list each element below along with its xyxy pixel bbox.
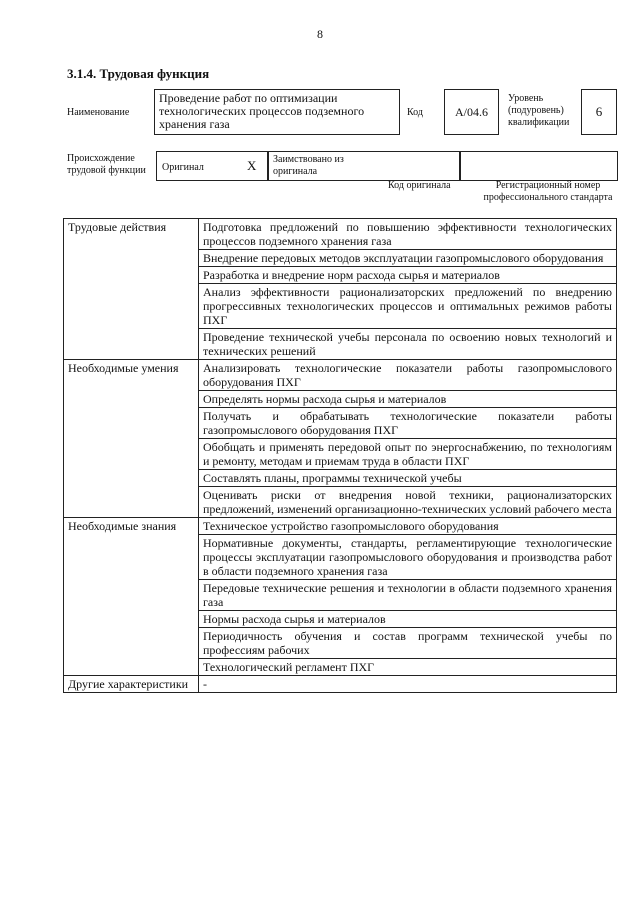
level-label: Уровень (подуровень) квалификации — [508, 93, 570, 128]
original-mark: X — [247, 158, 257, 173]
original-label: Оригинал — [162, 162, 204, 173]
reg-number-cell — [460, 151, 618, 181]
level-value: 6 — [581, 89, 617, 135]
page-number: 8 — [317, 27, 323, 41]
section-item: Получать и обрабатывать технологические показатели работы газопромыслового оборудования ПХГ — [199, 408, 617, 439]
table-row — [64, 676, 617, 693]
section-item: - — [199, 676, 617, 693]
section-category: Необходимые знания — [64, 518, 199, 676]
original-cell — [156, 151, 268, 181]
section-item: Передовые технические решения и технологии в области подземного хранения газа — [199, 580, 617, 611]
section-item: Периодичность обучения и состав программ технической учебы по профессиям рабочих — [199, 628, 617, 659]
section-category: Необходимые умения — [64, 360, 199, 518]
name-label: Наименование — [67, 107, 130, 118]
origin-label: Происхождение трудовой функции — [67, 153, 146, 176]
section-item: Техническое устройство газопромыслового оборудования — [199, 518, 617, 535]
origin-table — [156, 151, 618, 181]
reg-number-label: Регистрационный номер профессионального стандарта — [483, 180, 613, 203]
section-item: Составлять планы, программы технической учебы — [199, 470, 617, 487]
function-details-table — [63, 218, 617, 693]
section-item: Разработка и внедрение норм расхода сырья и материалов — [199, 267, 617, 284]
code-original-label: Код оригинала — [388, 180, 451, 191]
section-title: 3.1.4. Трудовая функция — [67, 66, 210, 81]
section-item: Подготовка предложений по повышению эффективности технологических процессов подземного хранения газа — [199, 219, 617, 250]
section-item: Анализировать технологические показатели работы газопромыслового оборудования ПХГ — [199, 360, 617, 391]
code-value: A/04.6 — [444, 89, 499, 135]
section-item: Определять нормы расхода сырья и материалов — [199, 391, 617, 408]
section-item: Технологический регламент ПХГ — [199, 659, 617, 676]
table-row — [64, 360, 617, 391]
section-category: Трудовые действия — [64, 219, 199, 360]
code-label: Код — [407, 107, 423, 118]
section-item: Оценивать риски от внедрения новой техники, рационализаторских предложений, изменений организационно-технических условий рабочего места — [199, 487, 617, 518]
table-row — [64, 518, 617, 535]
borrowed-label: Заимствовано из оригинала — [273, 154, 344, 177]
table-row — [64, 219, 617, 250]
section-item: Анализ эффективности рационализаторских предложений по внедрению прогрессивных технологических процессов и оптимальных режимов работы ПХГ — [199, 284, 617, 329]
borrowed-cell — [268, 151, 460, 181]
function-name: Проведение работ по оптимизации технологических процессов подземного хранения газа — [154, 89, 400, 135]
section-item: Обобщать и применять передовой опыт по энергоснабжению, по технологиям и ремонту, методам и приемам труда в области ПХГ — [199, 439, 617, 470]
section-category: Другие характеристики — [64, 676, 199, 693]
section-item: Проведение технической учебы персонала по освоению новых технологий и технических решений — [199, 329, 617, 360]
section-item: Нормативные документы, стандарты, регламентирующие технологические процессы эксплуатации газопромыслового оборудования и производства работ в области подземного хранения газа — [199, 535, 617, 580]
section-item: Нормы расхода сырья и материалов — [199, 611, 617, 628]
section-item: Внедрение передовых методов эксплуатации газопромыслового оборудования — [199, 250, 617, 267]
